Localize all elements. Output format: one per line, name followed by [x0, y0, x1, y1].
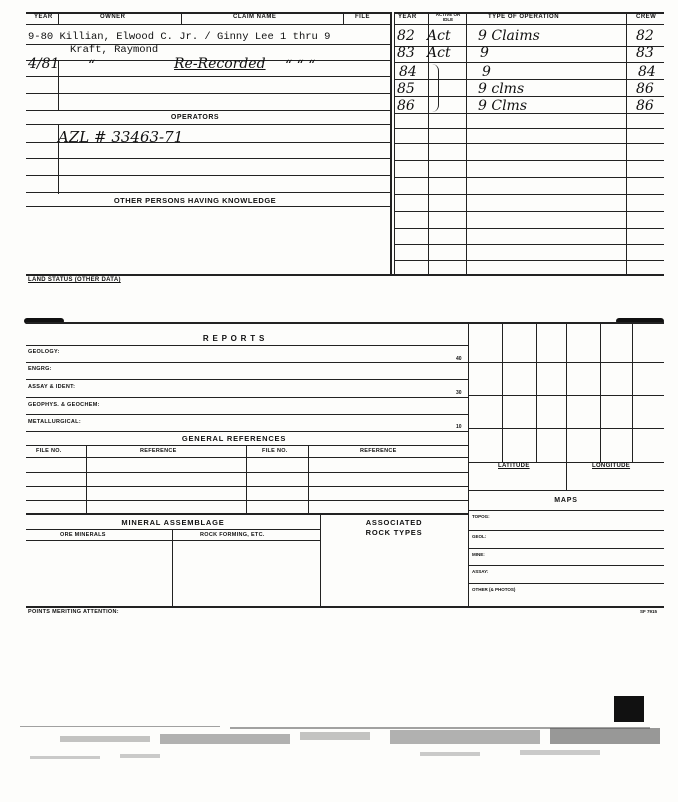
activity-crew-2: 83 — [636, 45, 654, 61]
operators-entry: AZL # 33463-71 — [58, 128, 184, 146]
activity-year-2: 83 — [397, 45, 415, 61]
header-crew: CREW — [636, 14, 657, 20]
form-number: SF 7915 — [640, 609, 658, 614]
activity-crew-1: 82 — [636, 28, 654, 44]
header-type-of-operation: TYPE OF OPERATION — [488, 14, 560, 20]
scan-black-square — [614, 696, 644, 722]
handwritten-ditto-owner: “ — [88, 58, 96, 74]
activity-crew-5: 86 — [636, 98, 654, 114]
header-file: FILE — [355, 14, 370, 20]
gr-file-no-2: FILE NO. — [262, 448, 288, 454]
reports-num-10: 10 — [456, 424, 462, 430]
owner-line-2: Kraft, Raymond — [70, 44, 159, 56]
reports-num-30: 30 — [456, 390, 462, 396]
scan-noise-band — [0, 716, 678, 802]
header-year-activity: YEAR — [398, 14, 417, 20]
maps-title: MAPS — [554, 497, 578, 504]
bracket-mark — [432, 64, 439, 112]
general-references-title: GENERAL REFERENCES — [181, 434, 287, 443]
activity-year-3: 84 — [399, 64, 417, 80]
maps-geol: GEOL: — [472, 534, 487, 539]
gr-reference-1: REFERENCE — [140, 448, 177, 454]
ore-minerals-label: ORE MINERALS — [60, 532, 106, 538]
reports-title: R E P O R T S — [202, 334, 266, 343]
header-owner: OWNER — [100, 14, 126, 20]
handwritten-year: 4/81 — [28, 56, 60, 72]
maps-topog: TOPOG: — [472, 514, 490, 519]
reports-geology: GEOLOGY: — [28, 349, 60, 355]
reports-geophys: GEOPHYS. & GEOCHEM: — [28, 402, 100, 408]
latitude-label: LATITUDE — [498, 463, 530, 469]
gr-reference-2: REFERENCE — [360, 448, 397, 454]
activity-status-2: Act — [427, 45, 451, 61]
operators-title: OPERATORS — [170, 114, 220, 121]
land-status-label: LAND STATUS (OTHER DATA) — [28, 277, 121, 283]
reports-engrg: ENGRG: — [28, 366, 52, 372]
points-meriting-attention: POINTS MERITING ATTENTION: — [28, 609, 119, 615]
reports-metallurgical: METALLURGICAL: — [28, 419, 81, 425]
activity-type-5: 9 Clms — [478, 98, 528, 114]
maps-other: OTHER (& PHOTOS) — [472, 587, 516, 592]
rock-types-label: ROCK TYPES — [365, 528, 423, 537]
mineral-assemblage-title: MINERAL ASSEMBLAGE — [121, 518, 225, 527]
owner-line-1: 9-80 Killian, Elwood C. Jr. / Ginny Lee 1 thru 9 — [28, 31, 331, 43]
activity-year-5: 86 — [397, 98, 415, 114]
associated-label: ASSOCIATED — [365, 518, 423, 527]
longitude-label: LONGITUDE — [592, 463, 631, 469]
activity-year-1: 82 — [397, 28, 415, 44]
activity-year-4: 85 — [397, 81, 415, 97]
rock-forming-label: ROCK FORMING, ETC. — [200, 532, 265, 538]
activity-status-1: Act — [427, 28, 451, 44]
reports-assay: ASSAY & IDENT: — [28, 384, 76, 390]
header-claim-name: CLAIM NAME — [233, 14, 277, 20]
activity-type-3: 9 — [482, 64, 491, 80]
reports-num-40: 40 — [456, 356, 462, 362]
activity-type-4: 9 clms — [478, 81, 525, 97]
other-persons-title: OTHER PERSONS HAVING KNOWLEDGE — [113, 196, 277, 205]
handwritten-claim-note: Re-Recorded — [174, 56, 266, 72]
activity-type-1: 9 Claims — [478, 28, 540, 44]
handwritten-ditto-claim: “ “ “ — [285, 58, 316, 74]
activity-type-2: 9 — [480, 45, 489, 61]
activity-crew-4: 86 — [636, 81, 654, 97]
header-active-or-idle: ACTIVE OR IDLE — [435, 12, 461, 22]
gr-file-no-1: FILE NO. — [36, 448, 62, 454]
header-year: YEAR — [34, 14, 53, 20]
activity-crew-3: 84 — [638, 64, 656, 80]
maps-mine: MINE: — [472, 552, 485, 557]
maps-assay: ASSAY: — [472, 569, 489, 574]
